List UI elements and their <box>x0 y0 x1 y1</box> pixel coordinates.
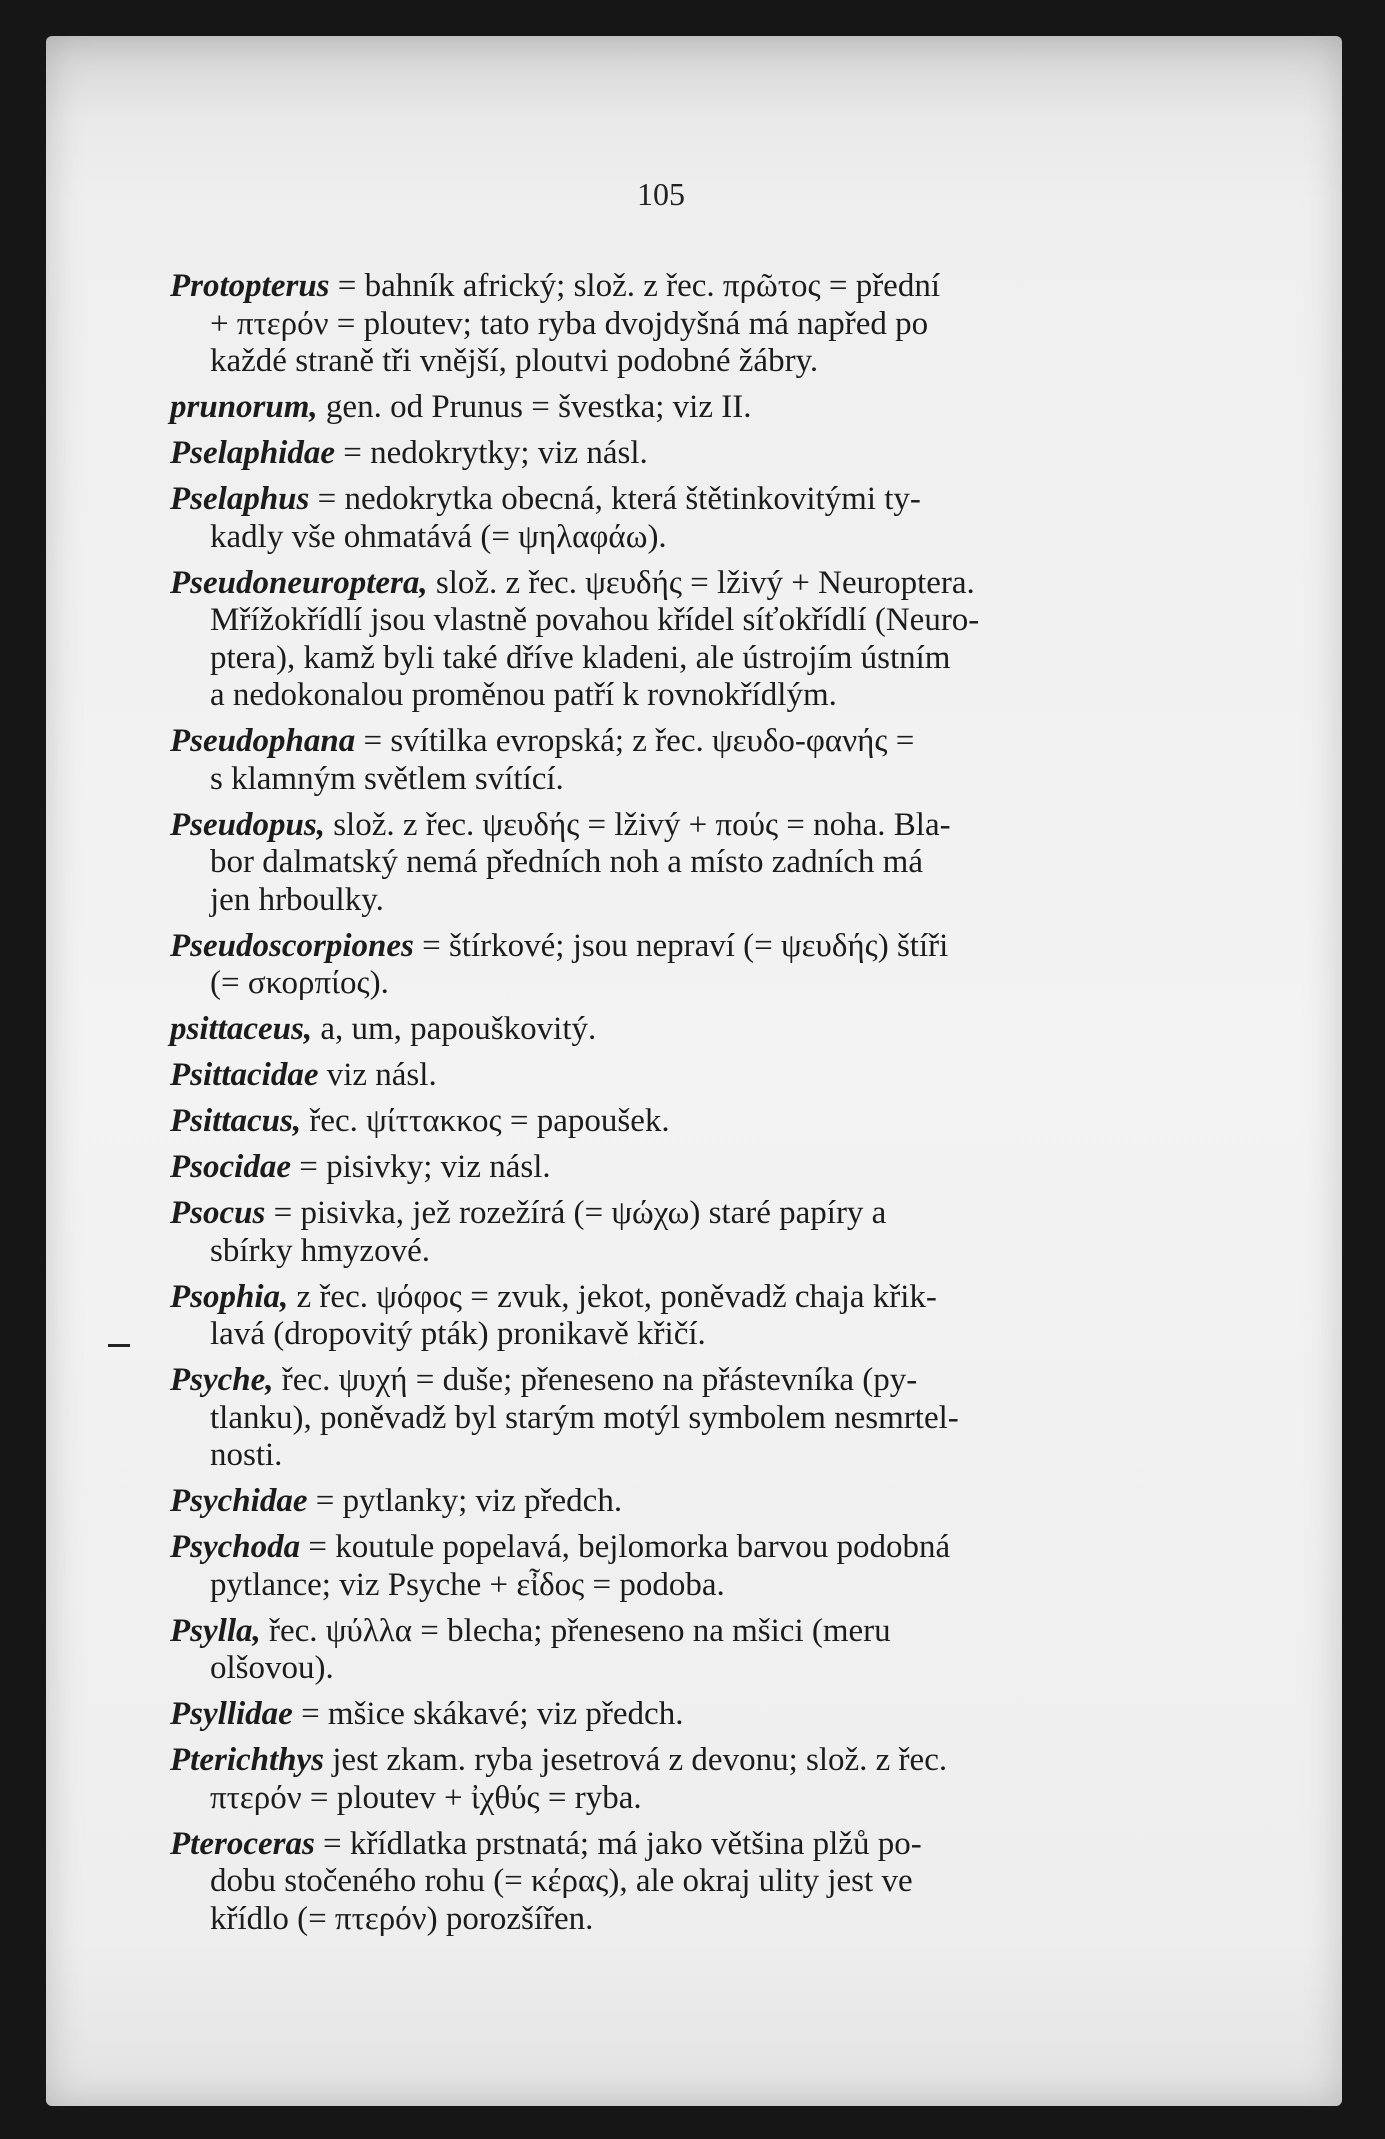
entry-line <box>170 1057 1170 1095</box>
entry-line <box>170 1613 1170 1651</box>
dictionary-entry <box>170 1529 1170 1604</box>
dictionary-entry <box>170 481 1170 556</box>
entry-line <box>170 1400 1170 1438</box>
entry-line <box>170 435 1170 473</box>
entry-text: = svítilka evropská; z řec. ψευδο-φανής = <box>355 723 915 759</box>
entry-term: Pseudopus, <box>170 806 325 843</box>
entry-line <box>170 1149 1170 1187</box>
entry-text: jen hrboulky. <box>210 881 384 918</box>
entry-text: = koutule popelavá, bejlomorka barvou podobná <box>300 1529 951 1565</box>
entry-term: Pseudophana <box>170 723 356 759</box>
entry-text: kadly vše ohmatává (= ψηλαφάω). <box>210 518 667 555</box>
entry-line <box>170 1195 1170 1233</box>
entry-text: πτερόν = ploutev + ἰχθύς = ryba. <box>210 1779 642 1816</box>
entry-term: prunorum, <box>170 389 318 425</box>
entry-line <box>170 1362 1170 1400</box>
book-page <box>46 36 1342 2106</box>
entry-text: = nedokrytky; viz násl. <box>334 435 648 471</box>
entry-line <box>170 519 1170 557</box>
dictionary-entries <box>170 268 1170 1947</box>
entry-term: Psychidae <box>170 1483 308 1519</box>
entry-term: psittaceus, <box>170 1011 313 1047</box>
dictionary-entry <box>170 723 1170 798</box>
dictionary-entry <box>170 807 1170 920</box>
dictionary-entry <box>170 389 1170 427</box>
dictionary-entry <box>170 435 1170 473</box>
entry-line <box>170 306 1170 344</box>
dictionary-entry <box>170 1149 1170 1187</box>
entry-term: Psylla, <box>170 1612 261 1649</box>
entry-text: = nedokrytka obecná, která štětinkovitými ty- <box>309 481 921 517</box>
entry-line <box>170 602 1170 640</box>
entry-line <box>170 1483 1170 1521</box>
entry-text: s klamným světlem svítící. <box>210 760 564 797</box>
entry-text: pytlance; viz Psyche + εἶδος = podoba. <box>210 1566 725 1603</box>
dictionary-entry <box>170 1826 1170 1939</box>
entry-line <box>170 844 1170 882</box>
entry-line <box>170 723 1170 761</box>
entry-text: = křídlatka prstnatá; má jako většina plžů po- <box>314 1825 922 1862</box>
entry-text: = štírkové; jsou nepraví (= ψευδής) štíři <box>413 927 949 964</box>
entry-term: Pseudoneuroptera, <box>170 564 428 601</box>
entry-term: Pselaphidae <box>170 435 335 471</box>
dictionary-entry <box>170 1195 1170 1270</box>
page-number: 105 <box>637 176 685 212</box>
dictionary-entry <box>170 928 1170 1003</box>
dictionary-entry <box>170 565 1170 715</box>
entry-line <box>170 965 1170 1003</box>
entry-term: Psocus <box>170 1195 266 1231</box>
entry-line <box>170 389 1170 427</box>
entry-line <box>170 882 1170 920</box>
entry-term: Psyche, <box>170 1362 274 1398</box>
entry-line <box>170 1437 1170 1475</box>
entry-line <box>170 1901 1170 1939</box>
entry-line <box>170 1279 1170 1317</box>
entry-text: gen. od Prunus = švestka; viz II. <box>317 389 752 425</box>
entry-term: Pterichthys <box>170 1742 324 1778</box>
entry-line <box>170 1780 1170 1818</box>
entry-term: Psittacus, <box>170 1103 302 1139</box>
entry-text: řec. ψύλλα = blecha; přeneseno na mšici (meru <box>260 1612 891 1649</box>
entry-text: a, um, papouškovitý. <box>312 1011 597 1047</box>
entry-text: a nedokonalou proměnou patří k rovnokřídlým. <box>210 677 837 713</box>
entry-text: + πτερόν = ploutev; tato ryba dvojdyšná má napřed po <box>210 305 929 342</box>
entry-line <box>170 1863 1170 1901</box>
entry-line <box>170 640 1170 678</box>
entry-term: Pteroceras <box>170 1825 315 1862</box>
entry-text: každé straně tři vnější, ploutvi podobné žábry. <box>210 343 819 379</box>
entry-term: Psophia, <box>170 1278 289 1315</box>
entry-text: tlanku), poněvadž byl starým motýl symbolem nesmrtel- <box>210 1399 959 1436</box>
dictionary-entry <box>170 1483 1170 1521</box>
entry-text: jest zkam. ryba jesetrová z devonu; slož. z řec. <box>324 1742 948 1778</box>
entry-term: Protopterus <box>170 268 330 304</box>
dictionary-entry <box>170 1613 1170 1688</box>
entry-text: slož. z řec. ψευδής = lživý + πούς = noha. Bla- <box>324 806 951 843</box>
entry-text: řec. ψυχή = duše; přeneseno na přástevníka (py- <box>273 1362 918 1398</box>
entry-text: z řec. ψόφος = zvuk, jekot, poněvadž chaja křik- <box>288 1278 937 1315</box>
dictionary-entry <box>170 1011 1170 1049</box>
entry-line <box>170 343 1170 381</box>
dictionary-entry <box>170 1742 1170 1817</box>
entry-text: (= σκορπίος). <box>210 965 389 1001</box>
entry-text: slož. z řec. ψευδής = lživý + Neuroptera. <box>427 564 975 601</box>
entry-line <box>170 1742 1170 1780</box>
entry-term: Psyllidae <box>170 1696 293 1732</box>
entry-term: Pselaphus <box>170 481 310 517</box>
entry-text: nosti. <box>210 1437 283 1473</box>
entry-text: olšovou). <box>210 1650 334 1686</box>
dictionary-entry <box>170 1103 1170 1141</box>
entry-text: = pisivky; viz násl. <box>290 1149 551 1185</box>
entry-term: Psittacidae <box>170 1057 319 1093</box>
margin-mark <box>108 1344 130 1347</box>
dictionary-entry <box>170 1057 1170 1095</box>
entry-line <box>170 1316 1170 1354</box>
dictionary-entry <box>170 268 1170 381</box>
entry-term: Psocidae <box>170 1149 291 1185</box>
dictionary-entry <box>170 1696 1170 1734</box>
entry-text: Mřížokřídlí jsou vlastně povahou křídel síťokřídlí (Neuro- <box>210 602 980 638</box>
entry-line <box>170 1103 1170 1141</box>
entry-term: Pseudoscorpiones <box>170 927 414 964</box>
entry-line <box>170 1826 1170 1864</box>
entry-text: lavá (dropovitý pták) pronikavě křičí. <box>210 1316 706 1352</box>
entry-line <box>170 761 1170 799</box>
dictionary-entry <box>170 1279 1170 1354</box>
entry-line <box>170 807 1170 845</box>
entry-text: sbírky hmyzové. <box>210 1232 430 1269</box>
entry-term: Psychoda <box>170 1529 301 1565</box>
entry-text: viz násl. <box>318 1057 437 1093</box>
entry-text: dobu stočeného rohu (= κέρας), ale okraj ulity jest ve <box>210 1863 913 1899</box>
entry-line <box>170 1011 1170 1049</box>
entry-line <box>170 268 1170 306</box>
entry-line <box>170 1696 1170 1734</box>
entry-text: = pisivka, jež rozežírá (= ψώχω) staré papíry a <box>265 1195 887 1231</box>
entry-text: = pytlanky; viz předch. <box>307 1483 623 1519</box>
entry-text: bor dalmatský nemá předních noh a místo zadních má <box>210 844 923 880</box>
entry-line <box>170 1529 1170 1567</box>
dictionary-entry <box>170 1362 1170 1475</box>
entry-text: řec. ψίττακκος = papoušek. <box>301 1103 670 1139</box>
entry-line <box>170 928 1170 966</box>
entry-line <box>170 481 1170 519</box>
entry-line <box>170 677 1170 715</box>
entry-line <box>170 565 1170 603</box>
entry-text: = mšice skákavé; viz předch. <box>292 1696 684 1732</box>
entry-line <box>170 1233 1170 1271</box>
entry-text: ptera), kamž byli také dříve kladeni, ale ústrojím ústním <box>210 639 951 676</box>
entry-line <box>170 1567 1170 1605</box>
entry-line <box>170 1650 1170 1688</box>
entry-text: křídlo (= πτερόν) porozšířen. <box>210 1900 594 1937</box>
entry-text: = bahník africký; slož. z řec. πρῶτος = přední <box>329 268 940 304</box>
